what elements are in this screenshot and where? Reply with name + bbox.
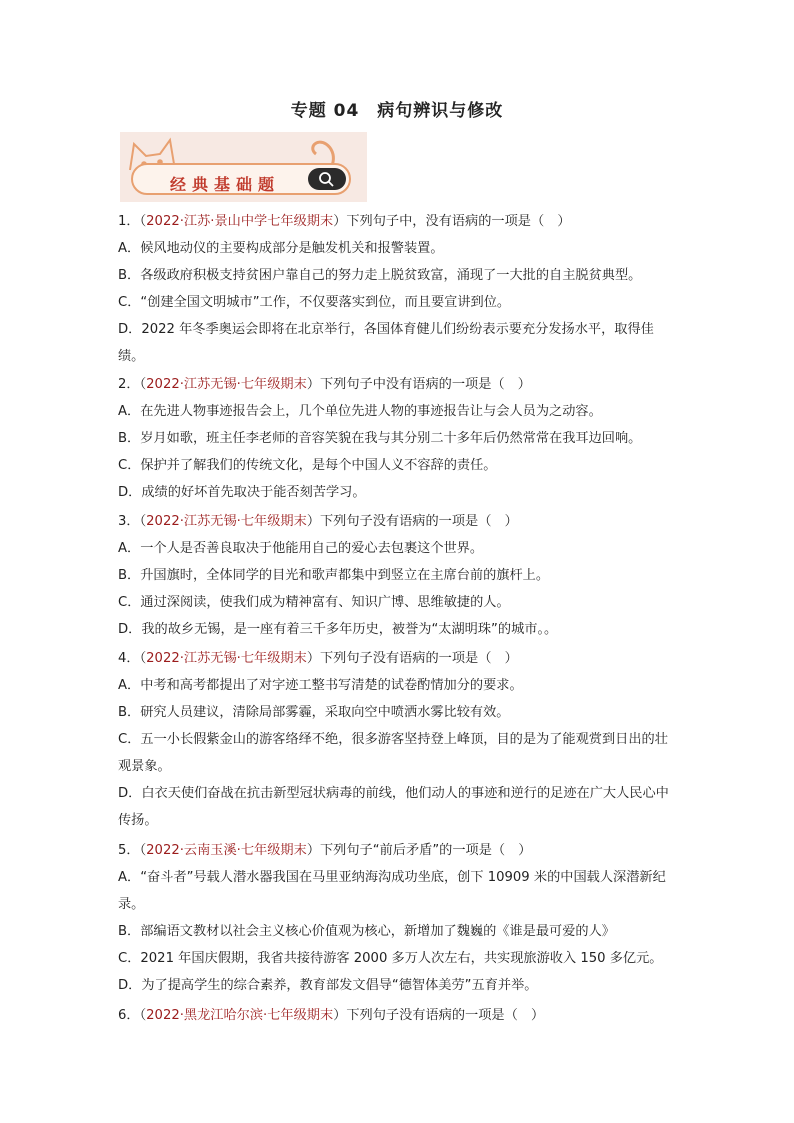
question-number: 6．（ <box>118 1008 147 1023</box>
question-3 <box>118 508 680 643</box>
option-a: A．一个人是否善良取决于他能用自己的爱心去包裹这个世界。 <box>118 541 484 556</box>
question-6 <box>118 1002 680 1029</box>
question-source: 2022·江苏无锡·七年级期末 <box>146 651 307 666</box>
option-c: C．五一小长假紫金山的游客络绎不绝，很多游客坚持登上峰顶，目的是为了能观赏到日出的壮观景象。 <box>118 732 668 774</box>
option-d: D．我的故乡无锡，是一座有着三千多年历史，被誉为“太湖明珠”的城市。。 <box>118 622 558 637</box>
option-b: B．升国旗时，全体同学的目光和歌声都集中到竖立在主席台前的旗杆上。 <box>118 568 550 583</box>
question-stem <box>118 1002 680 1029</box>
question-number: 3．（ <box>118 514 147 529</box>
question-text: ）下列句子没有语病的一项是（ ） <box>306 651 518 666</box>
option-b: B．岁月如歌，班主任李老师的音容笑貌在我与其分别二十多年后仍然常常在我耳边回响。 <box>118 431 642 446</box>
page-title: 专题 04 病句辨识与修改 <box>290 101 504 121</box>
option-a: A．“奋斗者”号载人潜水器我国在马里亚纳海沟成功坐底，创下 10909 米的中国载人深潜新纪录。 <box>118 870 666 912</box>
question-number: 2．（ <box>118 377 147 392</box>
question-text: ）下列句子中，没有语病的一项是（ ） <box>333 214 571 229</box>
question-4 <box>118 645 680 834</box>
option-d: D．为了提高学生的综合素养，教育部发文倡导“德智体美劳”五育并举。 <box>118 978 538 993</box>
question-stem <box>118 645 680 672</box>
question-source: 2022·云南玉溪·七年级期末 <box>146 843 307 858</box>
option-d: D．2022 年冬季奥运会即将在北京举行，各国体育健儿们纷纷表示要充分发扬水平，取得佳绩。 <box>118 322 654 364</box>
question-source: 2022·江苏无锡·七年级期末 <box>146 514 307 529</box>
question-1 <box>118 208 680 370</box>
banner-label: 经典基础题 <box>170 175 281 194</box>
section-banner <box>120 132 367 202</box>
option-c: C．2021 年国庆假期，我省共接待游客 2000 多万人次左右，共实现旅游收入 150 多亿元。 <box>118 951 663 966</box>
question-stem <box>118 371 680 398</box>
option-c: C．“创建全国文明城市”工作，不仅要落实到位，而且要宣讲到位。 <box>118 295 511 310</box>
option-a: A．候风地动仪的主要构成部分是触发机关和报警装置。 <box>118 241 444 256</box>
question-source: 2022·江苏无锡·七年级期末 <box>146 377 307 392</box>
question-5 <box>118 837 680 999</box>
question-stem <box>118 208 680 235</box>
option-b: B．研究人员建议，清除局部雾霾，采取向空中喷洒水雾比较有效。 <box>118 705 510 720</box>
option-b: B．各级政府积极支持贫困户靠自己的努力走上脱贫致富，涌现了一大批的自主脱贫典型。 <box>118 268 642 283</box>
question-2 <box>118 371 680 506</box>
option-d: D．成绩的好坏首先取决于能否刻苦学习。 <box>118 485 366 500</box>
question-number: 1．（ <box>118 214 147 229</box>
question-stem <box>118 508 680 535</box>
option-c: C．保护并了解我们的传统文化，是每个中国人义不容辞的责任。 <box>118 458 497 473</box>
option-d: D．白衣天使们奋战在抗击新型冠状病毒的前线，他们动人的事迹和逆行的足迹在广大人民心中传扬。 <box>118 786 669 828</box>
option-c: C．通过深阅读，使我们成为精神富有、知识广博、思维敏捷的人。 <box>118 595 510 610</box>
question-source: 2022·江苏·景山中学七年级期末 <box>146 214 334 229</box>
question-text: ）下列句子“前后矛盾”的一项是（ ） <box>306 843 532 858</box>
option-a: A．在先进人物事迹报告会上，几个单位先进人物的事迹报告让与会人员为之动容。 <box>118 404 602 419</box>
question-stem <box>118 837 680 864</box>
question-text: ）下列句子没有语病的一项是（ ） <box>306 514 518 529</box>
question-number: 5．（ <box>118 843 147 858</box>
option-a: A．中考和高考都提出了对字迹工整书写清楚的试卷酌情加分的要求。 <box>118 678 523 693</box>
question-text: ）下列句子中没有语病的一项是（ ） <box>306 377 531 392</box>
question-text: ）下列句子没有语病的一项是（ ） <box>333 1008 545 1023</box>
option-b: B．部编语文教材以社会主义核心价值观为核心，新增加了魏巍的《谁是最可爱的人》 <box>118 924 615 939</box>
question-source: 2022·黑龙江哈尔滨·七年级期末 <box>146 1008 334 1023</box>
search-icon <box>308 168 346 190</box>
question-number: 4．（ <box>118 651 147 666</box>
